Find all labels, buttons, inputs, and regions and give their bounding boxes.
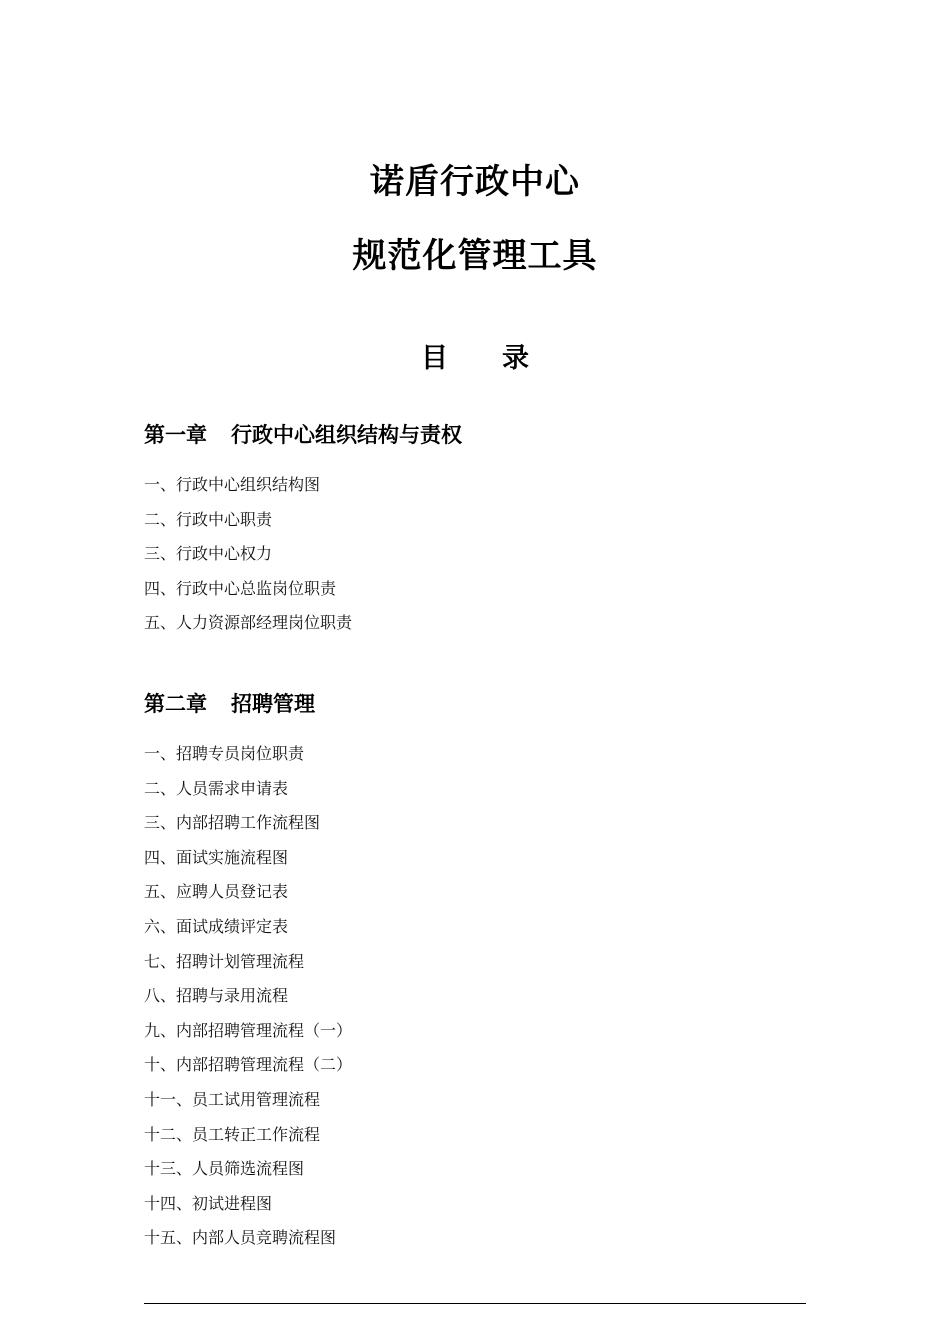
chapter-section-2 <box>144 690 806 1256</box>
toc-list <box>144 737 806 1256</box>
toc-item[interactable]: 四、行政中心总监岗位职责 <box>144 578 337 598</box>
chapter-number: 第一章 <box>144 423 207 447</box>
toc-item[interactable]: 二、人员需求申请表 <box>144 778 289 798</box>
toc-item[interactable]: 十二、员工转正工作流程 <box>144 1124 321 1144</box>
toc-item[interactable]: 十三、人员筛选流程图 <box>144 1159 305 1179</box>
toc-item[interactable]: 十一、员工试用管理流程 <box>144 1089 321 1109</box>
toc-item[interactable]: 三、内部招聘工作流程图 <box>144 813 321 833</box>
document-subtitle-text: 规范化管理工具 <box>352 236 598 276</box>
toc-item[interactable]: 二、行政中心职责 <box>144 509 273 529</box>
chapter-title: 招聘管理 <box>231 692 315 716</box>
document-title-text: 诺盾行政中心 <box>370 162 580 202</box>
toc-item[interactable]: 一、招聘专员岗位职责 <box>144 744 305 763</box>
toc-item[interactable]: 六、面试成绩评定表 <box>144 916 289 936</box>
chapter-heading[interactable] <box>144 690 806 718</box>
toc-item[interactable]: 十、内部招聘管理流程（二） <box>144 1055 353 1075</box>
chapter-number: 第二章 <box>144 692 207 716</box>
toc-item[interactable]: 五、应聘人员登记表 <box>144 882 289 902</box>
toc-item[interactable]: 九、内部招聘管理流程（一） <box>144 1020 353 1040</box>
toc-item[interactable]: 四、面试实施流程图 <box>144 847 289 867</box>
footer-divider <box>144 1303 806 1304</box>
document-title-line2 <box>0 236 950 276</box>
toc-item[interactable]: 五、人力资源部经理岗位职责 <box>144 613 353 633</box>
toc-item[interactable]: 十五、内部人员竞聘流程图 <box>144 1228 337 1248</box>
chapter-title: 行政中心组织结构与责权 <box>231 423 462 447</box>
toc-item[interactable]: 七、招聘计划管理流程 <box>144 951 305 971</box>
toc-item[interactable]: 十四、初试进程图 <box>144 1193 273 1213</box>
toc-list <box>144 468 806 641</box>
toc-item[interactable]: 一、行政中心组织结构图 <box>144 475 321 494</box>
toc-item[interactable]: 三、行政中心权力 <box>144 544 273 564</box>
toc-item[interactable]: 八、招聘与录用流程 <box>144 986 289 1006</box>
toc-heading-char-2: 录 <box>502 343 529 374</box>
document-title-line1 <box>0 162 950 202</box>
toc-heading-char-1: 目 <box>421 343 448 374</box>
chapter-section-1 <box>144 421 806 641</box>
chapter-heading[interactable] <box>144 421 806 449</box>
toc-heading <box>0 341 950 377</box>
